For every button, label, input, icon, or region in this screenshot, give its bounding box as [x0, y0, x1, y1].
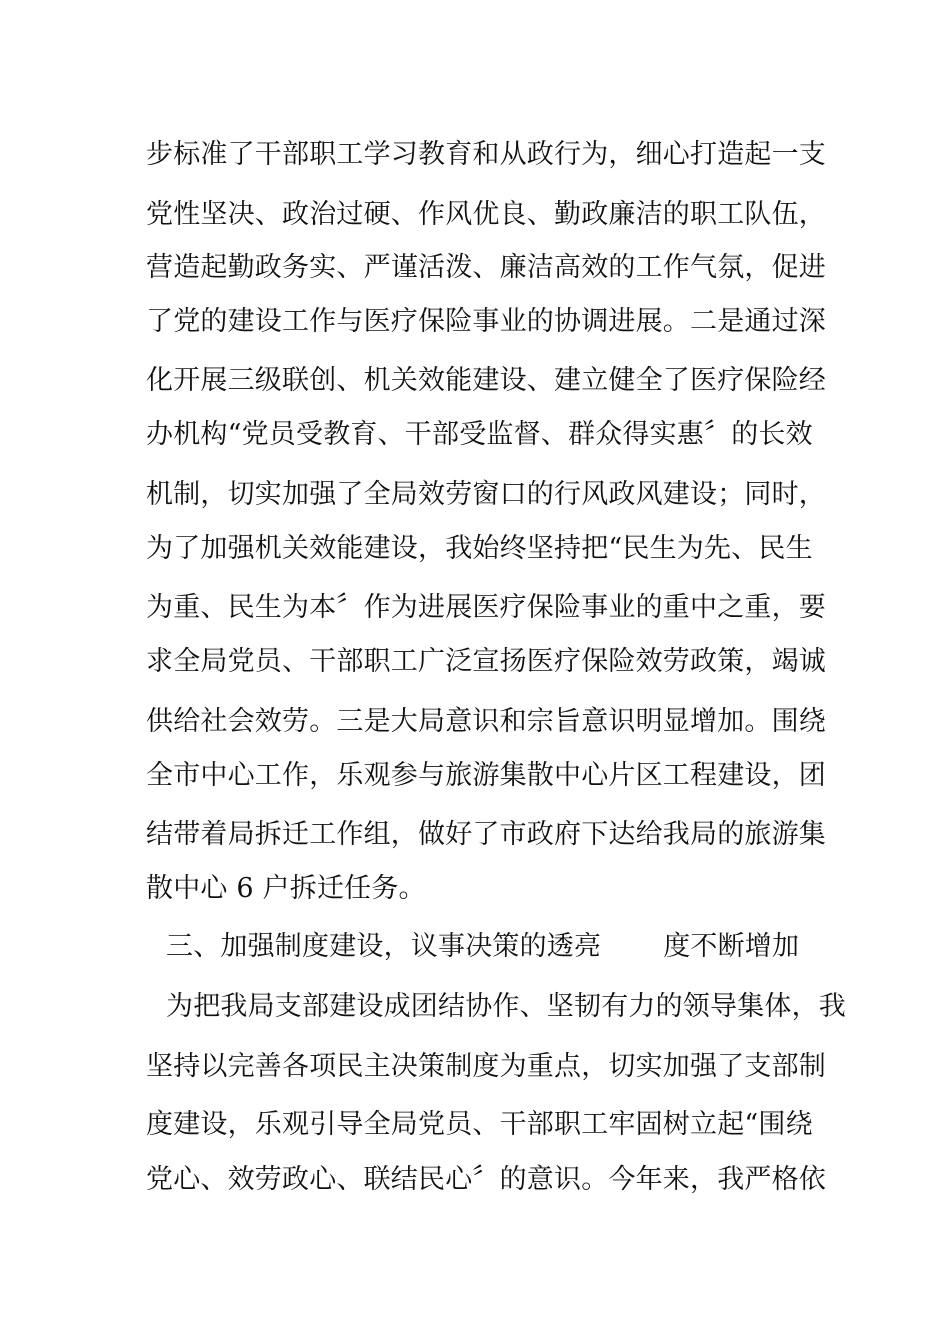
- body-line: 求全局党员、干部职工广泛宣扬医疗保险效劳政策，竭诚: [146, 646, 826, 677]
- body-line: 化开展三级联创、机关效能建设、建立健全了医疗保险经: [146, 365, 826, 396]
- body-line: 散中心 6 户拆迁任务。: [146, 873, 426, 904]
- body-line: 党性坚决、政治过硬、作风优良、勤政廉洁的职工队伍，: [146, 199, 826, 230]
- body-line: 办机构“党员受教育、干部受监督、群众得实惠〞的长效: [146, 419, 813, 450]
- body-line: 为把我局支部建设成团结协作、坚韧有力的领导集体，我: [166, 991, 846, 1022]
- section-heading-part1: 三、加强制度建设，议事决策的透亮: [166, 931, 602, 962]
- body-line: 全市中心工作，乐观参与旅游集散中心片区工程建设，团: [146, 760, 826, 791]
- body-line: 度建设，乐观引导全局党员、干部职工牢固树立起“围绕: [146, 1109, 813, 1140]
- body-line: 机制，切实加强了全局效劳窗口的行风政风建设；同时，: [146, 479, 826, 510]
- body-line: 步标准了干部职工学习教育和从政行为，细心打造起一支: [146, 139, 826, 170]
- body-line: 坚持以完善各项民主决策制度为重点，切实加强了支部制: [146, 1051, 826, 1082]
- body-line: 营造起勤政务实、严谨活泼、廉洁高效的工作气氛，促进: [146, 252, 826, 283]
- body-line: 党心、效劳政心、联结民心〞的意识。今年来，我严格依: [146, 1164, 826, 1195]
- body-line: 结带着局拆迁工作组，做好了市政府下达给我局的旅游集: [146, 819, 826, 850]
- body-line: 供给社会效劳。三是大局意识和宗旨意识明显增加。围绕: [146, 706, 826, 737]
- section-heading-part2: 度不断增加: [663, 931, 800, 962]
- body-line: 了党的建设工作与医疗保险事业的协调进展。二是通过深: [146, 306, 826, 337]
- section-heading: [166, 930, 826, 964]
- body-line: 为了加强机关效能建设，我始终坚持把“民生为先、民生: [146, 533, 813, 564]
- body-line: 为重、民生为本〞作为进展医疗保险事业的重中之重，要: [146, 592, 826, 623]
